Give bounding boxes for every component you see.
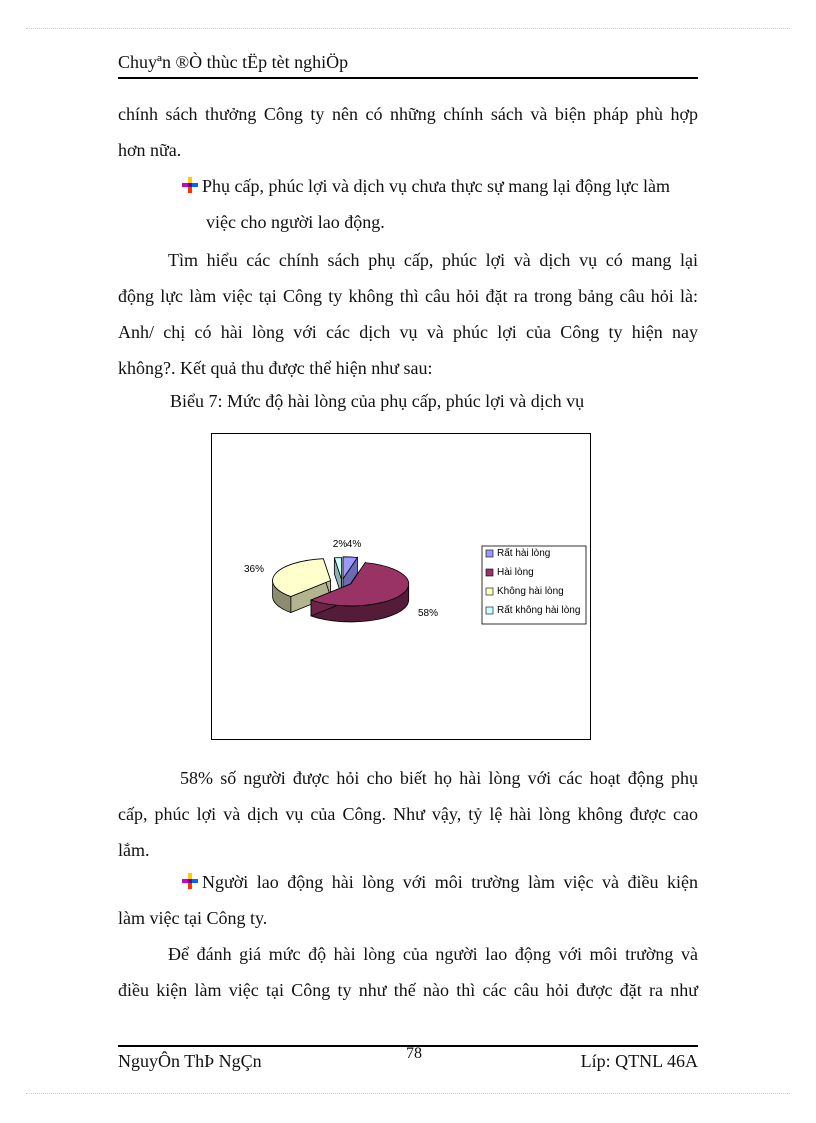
- legend-label-2: Không hài lòng: [497, 586, 564, 597]
- legend-label-0: Rất hài lòng: [497, 548, 551, 559]
- bullet-item-2: [182, 864, 698, 900]
- text-line: không?. Kết quả thu được thể hiện như sau:: [118, 358, 433, 378]
- colored-plus-bullet-icon: [182, 865, 198, 881]
- paragraph-3: [118, 760, 698, 868]
- text-line: động lực làm việc tại Công ty không thì câu hỏi đặt ra trong bảng câu hỏi là:: [118, 286, 698, 306]
- bullet-text: Phụ cấp, phúc lợi và dịch vụ chưa thực sự mang lại động lực làm: [202, 176, 670, 196]
- legend-swatch-3: [486, 607, 493, 614]
- bullet-item-2-continuation: [118, 900, 267, 936]
- legend-label-3: Rất không hài lòng: [497, 605, 581, 616]
- chart-caption: Biểu 7: Mức độ hài lòng của phụ cấp, phúc lợi và dịch vụ: [170, 391, 585, 411]
- colored-plus-bullet-icon: [182, 169, 198, 185]
- bullet-item-1-continuation: [206, 204, 385, 240]
- legend-swatch-1: [486, 569, 493, 576]
- page-top-edge: [26, 28, 790, 29]
- bullet-item-1: [182, 168, 698, 204]
- paragraph-1: [118, 96, 698, 168]
- pie-chart: [212, 434, 590, 739]
- text-line: điều kiện làm việc tại Công ty như thế nào thì các câu hỏi được đặt ra như: [118, 980, 698, 1000]
- text-line: lắm.: [118, 840, 150, 860]
- text-line: chính sách thưởng Công ty nên có những chính sách và biện pháp phù hợp: [118, 104, 698, 124]
- text-line: 58% số người được hỏi cho biết họ hài lòng với các hoạt động phụ: [180, 768, 698, 788]
- pie-label-2: 36%: [243, 564, 265, 575]
- text-line: Tìm hiểu các chính sách phụ cấp, phúc lợi và dịch vụ có mang lại: [168, 250, 698, 270]
- paragraph-4: [118, 936, 698, 1008]
- running-header: Chuyªn ®Ò thùc tËp tèt nghiÖp: [118, 52, 349, 72]
- footer-class: Líp: QTNL 46A: [580, 1051, 698, 1071]
- pie-chart-frame: [211, 433, 591, 740]
- page-bottom-edge: [26, 1093, 790, 1094]
- page-number: 78: [406, 1045, 422, 1062]
- text-line: cấp, phúc lợi và dịch vụ của Công. Như vậy, tỷ lệ hài lòng không được cao: [118, 804, 698, 824]
- bullet-text: làm việc tại Công ty.: [118, 908, 268, 928]
- footer-author: NguyÔn ThÞ NgÇn: [118, 1051, 262, 1071]
- pie-label-0: 4%: [346, 539, 362, 550]
- pie-label-1: 58%: [417, 608, 439, 619]
- header-rule: [118, 77, 698, 79]
- bullet-text: việc cho người lao động.: [206, 212, 385, 232]
- text-line: Anh/ chị có hài lòng với các dịch vụ và phúc lợi của Công ty hiện nay: [118, 322, 698, 342]
- text-line: hơn nữa.: [118, 140, 182, 160]
- pie-label-3: 2%: [332, 539, 348, 550]
- text-line: Để đánh giá mức độ hài lòng của người lao động với môi trường và: [168, 944, 698, 964]
- legend-swatch-0: [486, 550, 493, 557]
- legend-swatch-2: [486, 588, 493, 595]
- bullet-text: Người lao động hài lòng với môi trường làm việc và điều kiện: [202, 872, 698, 892]
- legend-label-1: Hài lòng: [497, 567, 534, 578]
- paragraph-2: [118, 242, 698, 386]
